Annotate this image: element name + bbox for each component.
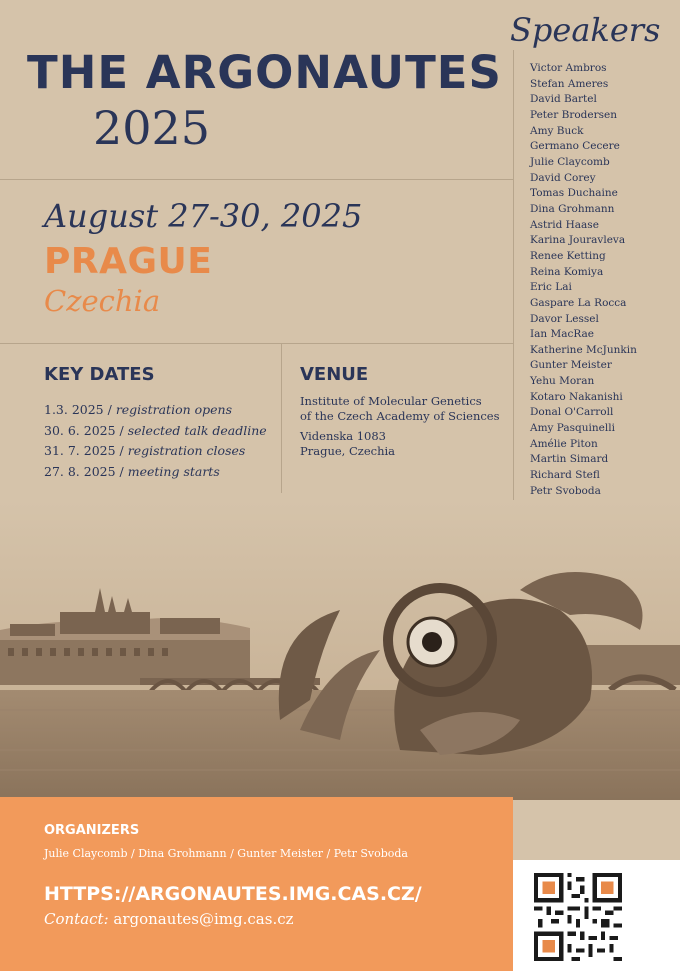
contact-email-link[interactable]: argonautes@img.cas.cz (108, 910, 294, 928)
contact-label: Contact: (44, 910, 109, 928)
speaker-name: Tomas Duchaine (530, 187, 618, 200)
website-link[interactable]: HTTPS://ARGONAUTES.IMG.CAS.CZ/ (44, 883, 422, 905)
speaker-name: Amy Pasquinelli (530, 422, 615, 435)
event-country: Czechia (44, 284, 161, 318)
key-date-item: 27. 8. 2025 / meeting starts (44, 463, 220, 479)
speaker-name: Ian MacRae (530, 328, 595, 341)
speaker-name: Martin Simard (530, 453, 609, 466)
speaker-name: Karina Jouravleva (530, 234, 626, 247)
prague-octopus-illustration (0, 500, 680, 800)
organizers-heading: ORGANIZERS (44, 823, 140, 838)
venue-line: Videnska 1083 (300, 429, 387, 443)
key-date-item: 31. 7. 2025 / registration closes (44, 443, 246, 458)
key-date-item: 1.3. 2025 / registration opens (44, 402, 233, 417)
speaker-name: Peter Brodersen (530, 108, 617, 121)
event-dates: August 27-30, 2025 (44, 197, 363, 235)
speaker-name: Donal O'Carroll (530, 406, 614, 419)
speaker-name: Dina Grohmann (530, 202, 615, 215)
divider (281, 343, 282, 493)
contact-line (44, 910, 294, 928)
speaker-name: Kotaro Nakanishi (530, 390, 623, 403)
key-date-item: 30. 6. 2025 / selected talk deadline (44, 422, 267, 438)
qr-code[interactable] (534, 873, 622, 961)
speakers-heading: Speakers (510, 11, 661, 49)
key-dates-list (44, 400, 267, 482)
divider (0, 343, 513, 344)
speakers-list (530, 61, 637, 562)
venue-heading: VENUE (300, 364, 369, 385)
venue-line: Institute of Molecular Genetics (300, 394, 482, 408)
speaker-name: David Bartel (530, 93, 597, 106)
venue-line: Prague, Czechia (300, 443, 396, 458)
speaker-name: Davor Lessel (530, 312, 599, 325)
key-dates-heading: KEY DATES (44, 364, 155, 385)
divider (513, 50, 514, 560)
speaker-name: Renee Ketting (530, 249, 606, 262)
qr-code-panel (513, 860, 680, 971)
speaker-name: Petr Svoboda (530, 484, 601, 497)
event-year: 2025 (93, 101, 211, 155)
speaker-name: Katherine McJunkin (530, 343, 637, 356)
venue-address (300, 394, 500, 458)
speaker-name: Amélie Piton (530, 437, 598, 450)
venue-line: of the Czech Academy of Sciences (300, 408, 500, 423)
speaker-name: Eric Lai (530, 281, 572, 294)
speaker-name: Yehu Moran (530, 375, 595, 388)
speaker-name: David Corey (530, 171, 596, 184)
organizers-list: Julie Claycomb / Dina Grohmann / Gunter Meister / Petr Svoboda (44, 847, 408, 860)
speaker-name: Gaspare La Rocca (530, 296, 627, 309)
speaker-name: Astrid Haase (530, 218, 599, 231)
event-city: PRAGUE (44, 241, 213, 282)
page-title: THE ARGONAUTES (27, 46, 502, 99)
speaker-name: Julie Claycomb (530, 155, 610, 168)
speaker-name: Stefan Ameres (530, 77, 609, 90)
speaker-name: Germano Cecere (530, 140, 620, 153)
speaker-name: Reina Komiya (530, 265, 604, 278)
speaker-name: Victor Ambros (530, 62, 607, 74)
speaker-name: Gunter Meister (530, 359, 612, 372)
speaker-name: Amy Buck (530, 124, 584, 137)
divider (0, 179, 513, 180)
footer-panel (0, 797, 513, 971)
speaker-name: Richard Stefl (530, 469, 600, 482)
